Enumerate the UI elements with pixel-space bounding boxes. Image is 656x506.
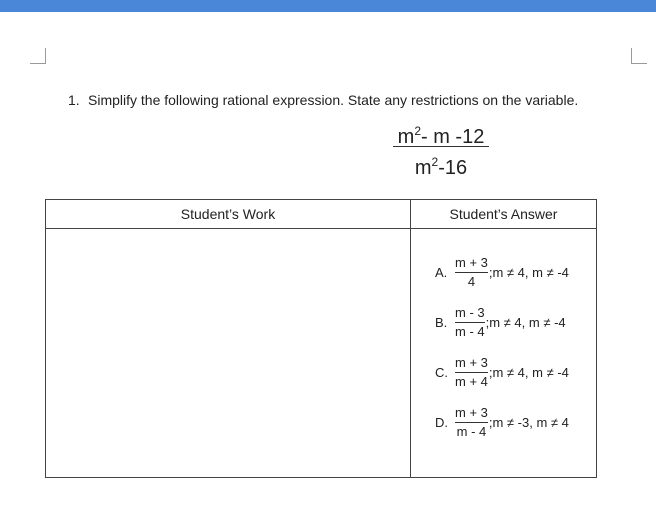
page-margin-corner-right — [631, 48, 647, 64]
choice-fraction: $\frac{m + 3}{m + 4}$ — [455, 355, 488, 389]
choice-d[interactable] — [435, 405, 569, 440]
students-answer-area — [411, 229, 597, 478]
choice-restriction: ;m ≠ -3, m ≠ 4 — [488, 415, 569, 430]
top-color-bar — [0, 0, 656, 12]
expression-denominator: $m^2-16$ — [414, 155, 468, 179]
choice-fraction: $\frac{m + 3}{4}$ — [455, 255, 488, 289]
question-prompt: Simplify the following rational expression. State any restrictions on the variable. — [88, 92, 579, 108]
work-answer-table — [45, 199, 597, 478]
choice-letter: C. — [435, 365, 448, 380]
header-students-work: Student’s Work — [46, 200, 411, 229]
choice-restriction: ;m ≠ 4, m ≠ -4 — [485, 315, 566, 330]
choice-c[interactable] — [435, 355, 569, 390]
page-margin-corner-left — [30, 48, 46, 64]
choice-b[interactable] — [435, 305, 566, 340]
rational-expression — [393, 118, 489, 179]
choice-letter: A. — [435, 265, 448, 280]
header-students-answer: Student’s Answer — [411, 200, 597, 229]
choice-restriction: ;m ≠ 4, m ≠ -4 — [488, 265, 569, 280]
choice-letter: B. — [435, 315, 448, 330]
choice-fraction: $\frac{m + 3}{m - 4}$ — [455, 405, 488, 439]
expression-numerator: $m^2-$ m -12 — [397, 124, 485, 148]
question-text — [68, 92, 578, 108]
choice-a[interactable] — [435, 255, 569, 290]
students-work-area[interactable] — [46, 229, 411, 478]
question-number: 1. — [68, 92, 80, 108]
choice-letter: D. — [435, 415, 448, 430]
choice-restriction: ;m ≠ 4, m ≠ -4 — [488, 365, 569, 380]
choice-fraction: $\frac{m - 3}{m - 4}$ — [455, 305, 485, 339]
